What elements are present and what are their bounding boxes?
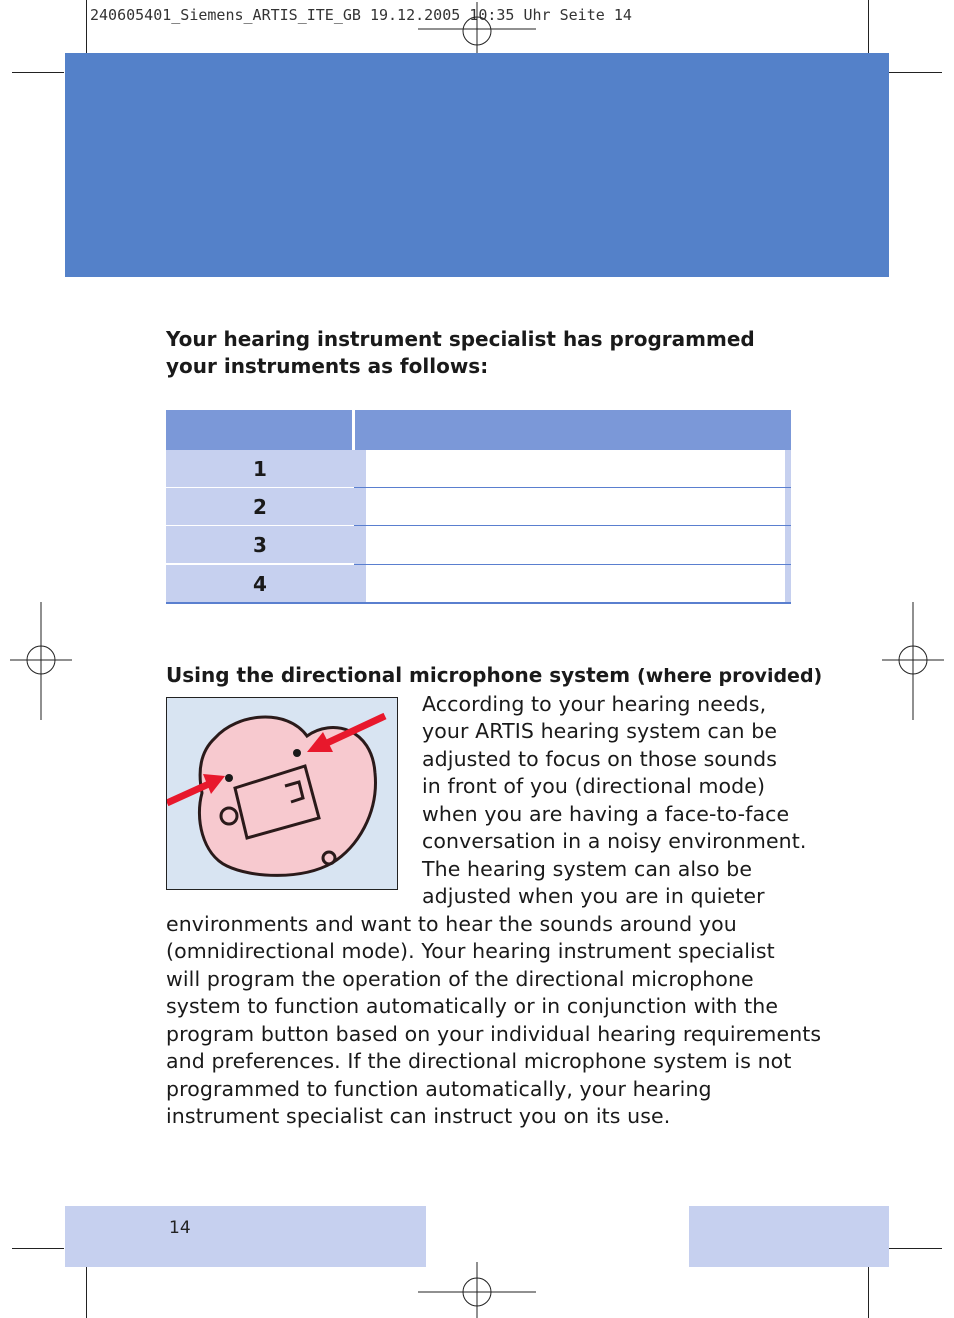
body-text-line: will program the operation of the directional microphone [166, 967, 754, 991]
body-text-line: environments and want to hear the sounds around you [166, 912, 737, 936]
registration-mark-top [418, 2, 536, 56]
table-row-number: 4 [166, 565, 354, 602]
body-text-line: your ARTIS hearing system can be [422, 719, 778, 743]
body-text-line: According to your hearing needs, [422, 692, 767, 716]
body-text-line: (omnidirectional mode). Your hearing instrument specialist [166, 939, 775, 963]
registration-mark-left [10, 602, 72, 720]
section-title-suffix: (where provided) [637, 665, 823, 687]
header-banner [65, 53, 889, 277]
table-row-value[interactable] [354, 526, 791, 563]
body-text-line: The hearing system can also be [422, 857, 753, 881]
print-header-file: 240605401_Siemens_ARTIS_ITE_GB [90, 6, 361, 24]
registration-mark-right [882, 602, 944, 720]
registration-mark-bottom [418, 1262, 536, 1318]
crop-mark [868, 1262, 869, 1318]
section-title [166, 663, 822, 687]
crop-mark [884, 1248, 942, 1249]
crop-mark [12, 72, 64, 73]
body-text-line: programmed to function automatically, your hearing [166, 1077, 712, 1101]
section-title-main: Using the directional microphone system [166, 663, 631, 687]
print-header-date: 19.12.2005 [369, 6, 461, 24]
crop-mark [884, 72, 942, 73]
table-row-value[interactable] [354, 565, 791, 602]
table-header-setting [355, 410, 791, 450]
table-row-number: 1 [166, 450, 354, 487]
body-text-line: system to function automatically or in conjunction with the [166, 994, 779, 1018]
table-rule [166, 602, 791, 604]
body-text-line: in front of you (directional mode) [422, 774, 766, 798]
intro-line: Your hearing instrument specialist has programmed [166, 327, 755, 351]
table-row-number: 3 [166, 526, 354, 563]
table-header-number [166, 410, 352, 450]
body-text-line: and preferences. If the directional microphone system is not [166, 1049, 792, 1073]
print-header-time: 10:35 [469, 6, 515, 24]
footer-bar-left [65, 1206, 426, 1267]
body-text-line: adjusted when you are in quieter [422, 884, 765, 908]
table-row-number: 2 [166, 488, 354, 525]
program-table [166, 410, 791, 604]
table-rule [354, 525, 791, 526]
body-text-line: instrument specialist can instruct you on its use. [166, 1104, 671, 1128]
crop-mark [86, 0, 87, 58]
print-header-uhr: Uhr [523, 6, 551, 24]
page-number: 14 [169, 1218, 191, 1238]
print-header [90, 6, 632, 24]
table-row-value[interactable] [354, 488, 791, 525]
table-rule [354, 564, 791, 565]
print-header-seite: Seite [559, 6, 605, 24]
table-rule [354, 487, 791, 488]
hearing-aid-shell-icon [167, 698, 397, 889]
body-text-line: program button based on your individual hearing requirements [166, 1022, 822, 1046]
table-row-value[interactable] [354, 450, 791, 487]
illustration [166, 697, 398, 890]
body-text-line: when you are having a face-to-face [422, 802, 790, 826]
intro-line: your instruments as follows: [166, 354, 489, 378]
table-divider [354, 450, 366, 604]
table-right-border [785, 450, 791, 604]
intro-heading [166, 326, 806, 380]
crop-mark [86, 1262, 87, 1318]
body-text-line: conversation in a noisy environment. [422, 829, 807, 853]
crop-mark [12, 1248, 64, 1249]
crop-mark [868, 0, 869, 58]
body-text-line: adjusted to focus on those sounds [422, 747, 778, 771]
footer-bar-right [689, 1206, 889, 1267]
print-header-page: 14 [613, 6, 632, 24]
